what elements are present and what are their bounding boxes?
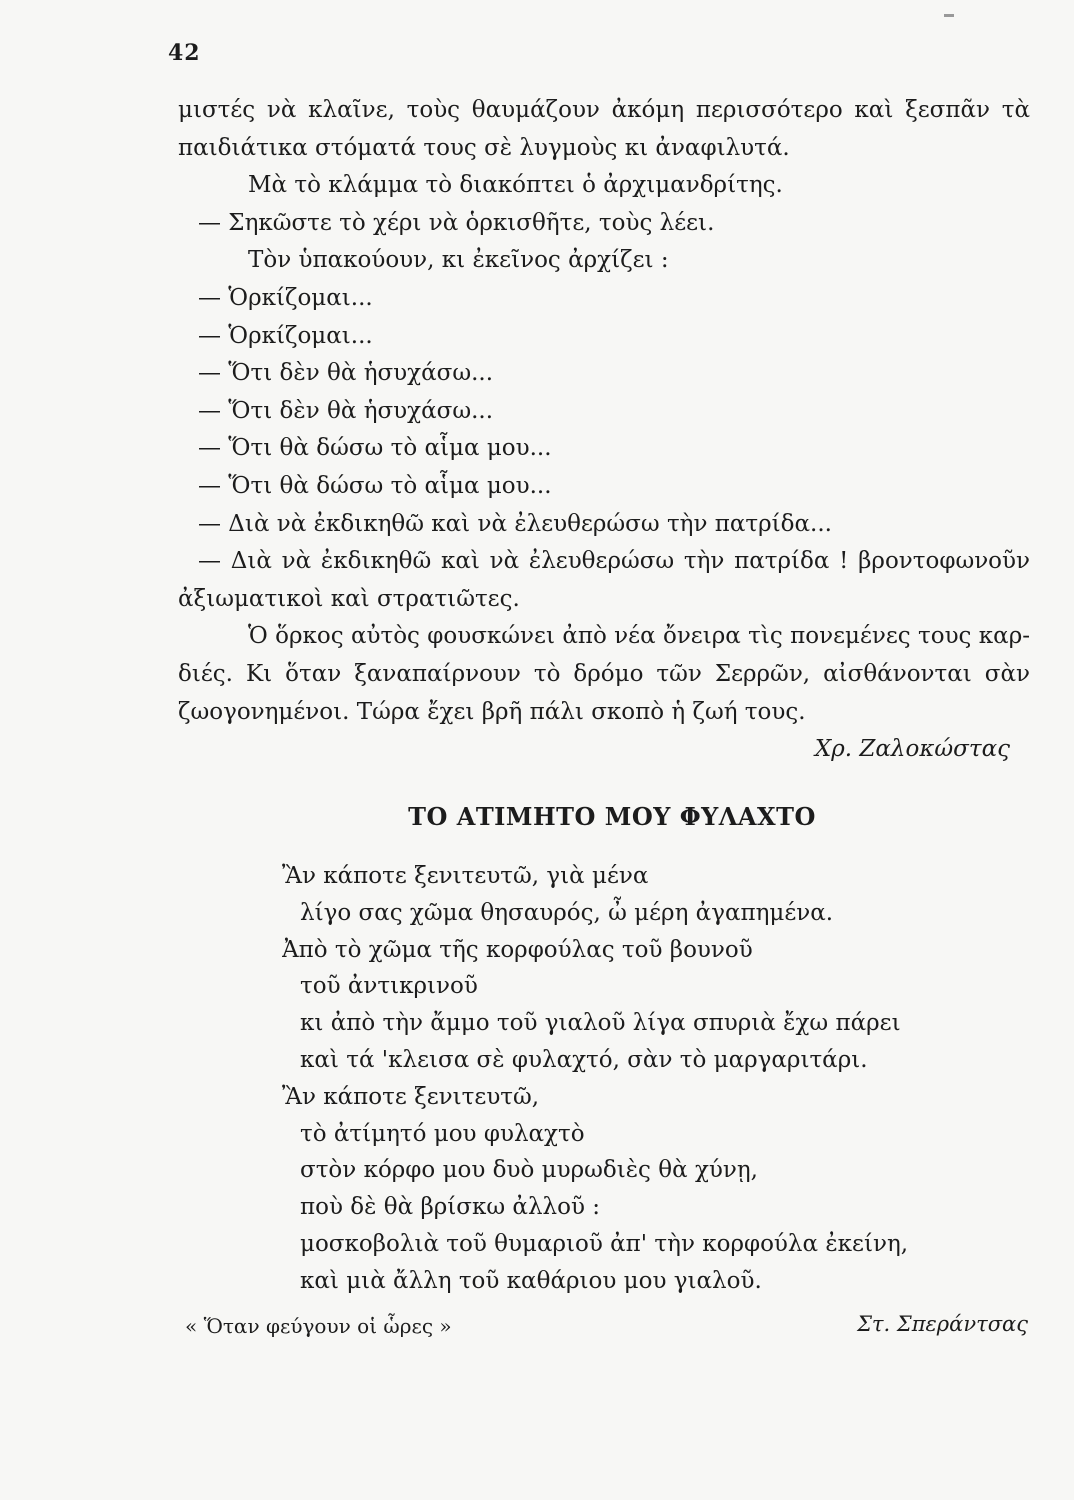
poem-verse: Ἂν κάποτε ξενιτευτῶ, γιὰ μένα — [282, 863, 649, 889]
dialog-line: — Ὁρκίζομαι... — [198, 322, 373, 349]
poem-verse: Ἂν κάποτε ξενιτευτῶ, — [282, 1083, 540, 1110]
prose-line: ζωογονημένοι. Τώρα ἔχει βρῆ πάλι σκοπὸ ἡ ζωή τους. — [178, 698, 806, 725]
poem-author: Στ. Σπεράντσας — [857, 1312, 1028, 1336]
prose-line: διές. Κι ὅταν ξαναπαίρνουν τὸ δρόμο τῶν Σερρῶν, αἰσθάνονται σὰν — [178, 660, 1030, 687]
prose-block — [178, 92, 1030, 769]
dialog-line: — Διὰ νὰ ἐκδικηθῶ καὶ νὰ ἐλευθερώσω τὴν πατρίδα ! βροντοφωνοῦν — [198, 548, 1030, 575]
prose-line: Ὁ ὅρκος αὐτὸς φουσκώνει ἀπὸ νέα ὄνειρα τὶς πονεμένες τους καρ- — [248, 623, 1030, 650]
poem-verse: στὸν κόρφο μου δυὸ μυρωδιὲς θὰ χύνῃ, — [300, 1157, 758, 1184]
prose-line: — Σηκῶστε τὸ χέρι νὰ ὁρκισθῆτε, τοὺς λέει. — [198, 209, 715, 236]
dialog-line: — Ὅτι θὰ δώσω τὸ αἷμα μου... — [198, 472, 552, 499]
dialog-line: — Ὅτι δὲν θὰ ἡσυχάσω... — [198, 360, 494, 387]
prose-signature: Χρ. Ζαλοκώστας — [814, 736, 1010, 763]
page-number: 42 — [168, 40, 201, 66]
poem-verse: ποὺ δὲ θὰ βρίσκω ἀλλοῦ : — [300, 1194, 600, 1221]
dialog-line: — Ὅτι δὲν θὰ ἡσυχάσω... — [198, 397, 494, 424]
poem-verse: τὸ ἀτίμητό μου φυλαχτὸ — [300, 1120, 585, 1147]
poem-source: « Ὅταν φεύγουν οἱ ὧρες » — [185, 1314, 452, 1338]
poem-block — [282, 858, 1002, 1300]
print-speck — [944, 14, 954, 17]
prose-line: παιδιάτικα στόματά τους σὲ λυγμοὺς κι ἀναφιλυτά. — [178, 134, 790, 161]
prose-line: Τὸν ὑπακούουν, κι ἐκεῖνος ἀρχίζει : — [248, 247, 669, 274]
poem-verse: μοσκοβολιὰ τοῦ θυμαριοῦ ἀπ' τὴν κορφούλα ἐκείνη, — [300, 1230, 909, 1257]
poem-verse: τοῦ ἀντικρινοῦ — [300, 973, 478, 1000]
poem-verse: καὶ μιὰ ἄλλη τοῦ καθάριου μου γιαλοῦ. — [300, 1267, 762, 1294]
poem-verse: κι ἀπὸ τὴν ἄμμο τοῦ γιαλοῦ λίγα σπυριὰ ἔχω πάρει — [300, 1010, 901, 1037]
poem-verse: Ἀπὸ τὸ χῶμα τῆς κορφούλας τοῦ βουνοῦ — [282, 936, 753, 963]
prose-line: ἀξιωματικοὶ καὶ στρατιῶτες. — [178, 585, 520, 612]
dialog-line: — Ὅτι θὰ δώσω τὸ αἷμα μου... — [198, 435, 552, 462]
poem-title: ΤΟ ΑΤΙΜΗΤΟ ΜΟΥ ΦΥΛΑΧΤΟ — [408, 802, 816, 831]
prose-line: μιστές νὰ κλαῖνε, τοὺς θαυμάζουν ἀκόμη περισσότερο καὶ ξεσπᾶν τὰ — [178, 97, 1030, 123]
poem-verse: λίγο σας χῶμα θησαυρός, ὦ μέρη ἀγαπημένα. — [300, 899, 834, 926]
dialog-line: — Διὰ νὰ ἐκδικηθῶ καὶ νὰ ἐλευθερώσω τὴν πατρίδα... — [198, 510, 832, 537]
poem-verse: καὶ τά 'κλεισα σὲ φυλαχτό, σὰν τὸ μαργαριτάρι. — [300, 1046, 868, 1073]
dialog-line: — Ὁρκίζομαι... — [198, 284, 373, 311]
prose-line: Μὰ τὸ κλάμμα τὸ διακόπτει ὁ ἀρχιμανδρίτης. — [248, 172, 783, 199]
